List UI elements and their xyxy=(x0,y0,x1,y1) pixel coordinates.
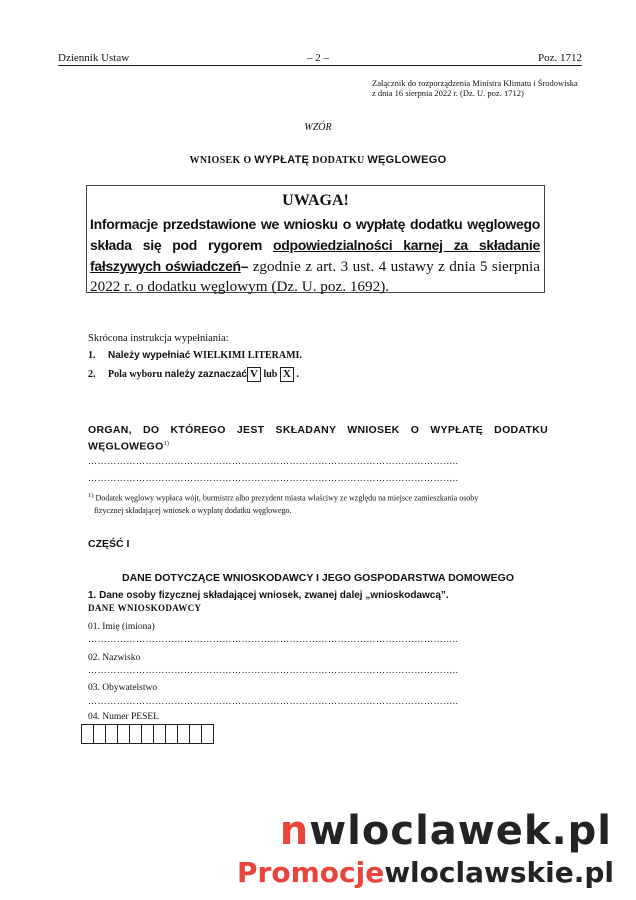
title-part-4: WĘGLOWEGO xyxy=(367,154,447,166)
instruction-item-1 xyxy=(88,350,302,361)
subsection-title: 1. Dane osoby fizycznej składającej wniosek, zwanej dalej „wnioskodawcą”. xyxy=(88,590,449,601)
watermark-line-1 xyxy=(280,808,612,854)
footnote xyxy=(88,490,550,517)
instructions-title: Skrócona instrukcja wypełniania: xyxy=(88,333,229,344)
pesel-label: 04. Numer PESEL xyxy=(88,712,159,722)
instruction-2-dot: . xyxy=(296,368,299,380)
title-part-1: WNIOSEK O xyxy=(189,155,255,166)
warning-text xyxy=(90,214,540,297)
warning-title: UWAGA! xyxy=(282,192,349,209)
instruction-1-text-a: Należy wypełniać xyxy=(108,350,194,361)
citizenship-label: 03. Obywatelstwo xyxy=(88,683,158,693)
authority-field-line-2[interactable]: …………………………………………………………………………………………………….. xyxy=(88,473,459,483)
section-title: DANE DOTYCZĄCE WNIOSKODAWCY I JEGO GOSPODARSTWA DOMOWEGO xyxy=(121,572,515,584)
header-divider xyxy=(58,65,582,66)
authority-heading xyxy=(88,423,548,454)
instruction-1-number: 1. xyxy=(88,350,96,361)
authority-footnote-ref: 1) xyxy=(163,441,170,447)
authority-heading-text: ORGAN, DO KTÓREGO JEST SKŁADANY WNIOSEK O WYPŁATĘ DODATKU WĘGLOWEGO xyxy=(88,424,548,453)
warning-box xyxy=(86,185,545,293)
footnote-mark: 1) xyxy=(88,492,94,499)
watermark-line-2 xyxy=(237,856,614,889)
instruction-1-text-b: WIELKIMI LITERAMI. xyxy=(193,350,302,361)
watermark-2-text: wloclawskie.pl xyxy=(384,856,614,889)
document-title xyxy=(0,154,636,166)
warning-dash: – xyxy=(240,258,249,274)
footnote-text-1: Dodatek węglowy wypłaca wójt, burmistrz albo prezydent miasta właściwy ze względu na miejsce zamieszkania osoby xyxy=(95,493,479,503)
pesel-input-grid[interactable] xyxy=(82,724,214,744)
watermark-1-accent: n xyxy=(279,808,310,854)
attachment-line-1: Załącznik do rozporządzenia Ministra Klimatu i Środowiska xyxy=(372,78,578,88)
title-part-2: WYPŁATĘ xyxy=(254,154,310,166)
sample-checkbox-x: X xyxy=(280,367,294,382)
attachment-note xyxy=(372,78,578,98)
warning-bold-text: Informacje przedstawione we wniosku o wypłatę dodatku węglowego składa się pod rygorem xyxy=(90,216,540,253)
watermark-1-text: wloclawek.pl xyxy=(309,808,612,854)
page-number: – 2 – xyxy=(307,52,329,64)
instruction-or: lub xyxy=(263,368,278,380)
instruction-2-number: 2. xyxy=(88,368,96,380)
first-name-label: 01. Imię (imiona) xyxy=(88,622,155,632)
first-name-field[interactable]: …………………………………………………………………………………………………….. xyxy=(88,634,459,644)
instruction-item-2 xyxy=(88,367,299,382)
last-name-field[interactable]: …………………………………………………………………………………………………….. xyxy=(88,665,459,675)
citizenship-field[interactable]: …………………………………………………………………………………………………….. xyxy=(88,696,459,706)
applicant-data-heading: DANE WNIOSKODAWCY xyxy=(88,603,202,613)
last-name-label: 02. Nazwisko xyxy=(88,653,141,663)
instruction-2-text-b: należy zaznaczać xyxy=(164,368,247,380)
position-number: Poz. 1712 xyxy=(538,52,582,64)
instruction-2-text-a: Pola wyboru xyxy=(108,368,165,380)
footnote-line-1 xyxy=(88,490,550,505)
pesel-digit-cell[interactable] xyxy=(201,724,214,744)
watermark-2-accent: Promocje xyxy=(237,856,385,889)
warning-underlined-text: odpowiedzialności karnej za składanie fałszywych oświadczeń xyxy=(90,237,540,274)
authority-field-line-1[interactable]: …………………………………………………………………………………………………….. xyxy=(88,456,459,466)
title-part-3: DODATKU xyxy=(309,155,368,166)
template-label: WZÓR xyxy=(304,122,332,133)
attachment-line-2: z dnia 16 sierpnia 2022 r. (Dz. U. poz. 1712) xyxy=(372,88,524,98)
footnote-text-2: fizycznej składającej wniosek o wypłatę dodatku węglowego. xyxy=(94,505,292,515)
part-heading: CZĘŚĆ I xyxy=(88,538,130,550)
warning-normal-text: zgodnie z art. 3 ust. 4 ustawy z dnia 5 sierpnia 2022 r. o dodatku węglowym (Dz. U. poz. 1692). xyxy=(90,258,541,295)
journal-name: Dziennik Ustaw xyxy=(58,52,130,64)
sample-checkbox-v: V xyxy=(247,367,261,382)
